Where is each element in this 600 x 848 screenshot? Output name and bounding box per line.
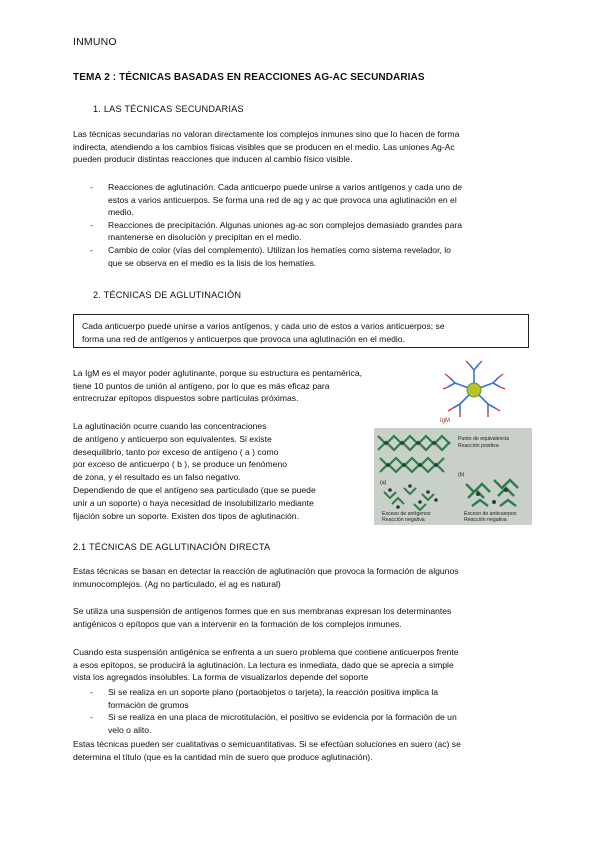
figure-label-b: (b) — [458, 472, 465, 478]
text-line: - Si se realiza en un soporte plano (portaobjetos o tarjeta), la reacción positiva implica la — [108, 687, 439, 697]
section-1-paragraph — [73, 128, 529, 166]
text-line: Las técnicas secundarias no valoran directamente los complejos inmunes sino que lo hacen de forma — [73, 129, 460, 139]
figure-label-bottom-right-2: Reacción negativa — [464, 517, 507, 523]
igm-pentamer-figure — [428, 360, 520, 424]
figure-label-a: (a) — [380, 480, 387, 486]
text-line: estos a varios anticuerpos. Se forma una red de ag y ac que provoca una aglutinación en el — [108, 194, 457, 205]
text-line: - Reacciones de aglutinación. Cada anticuerpo puede unirse a varios antígenos y cada uno de — [108, 182, 463, 192]
text-line: mantenerse en disolución y precipitan en el medio. — [108, 232, 302, 243]
text-line: antigénicos o epítopos que van a intervenir en la formación de los complejos inmunes. — [73, 618, 402, 629]
figure-label-bottom-left-2: Reacción negativa — [382, 517, 425, 523]
text-line: determina el título (que es la cantidad mín de suero que produce aglutinación). — [73, 751, 373, 762]
text-line: fijación sobre un soporte. Existen dos tipos de aglutinación. — [73, 510, 299, 521]
text-line: de zona, y el resultado es un falso negativo. — [73, 472, 241, 483]
figure-label-bottom-right-1: Exceso de anticuerpos — [464, 511, 517, 517]
text-line: de antígeno y anticuerpo son equivalentes. Si existe — [73, 433, 272, 444]
list-item — [90, 686, 530, 711]
text-line: entrecruzar epítopos dispuestos sobre partículas próximas. — [73, 393, 299, 404]
list-item — [90, 219, 530, 244]
text-line: inmunocomplejos. (Ag no particulado, el ag es natural) — [73, 578, 281, 589]
section-2-1-p3 — [73, 646, 529, 684]
list-item — [90, 181, 530, 219]
section-2-heading: 2. TÉCNICAS DE AGLUTINACIÓN — [93, 290, 242, 300]
section-1-heading: 1. LAS TÉCNICAS SECUNDARIAS — [93, 104, 244, 114]
reaction-list — [90, 181, 530, 269]
igm-paragraph — [73, 367, 403, 405]
list-item — [90, 244, 530, 269]
text-line: forma una red de antígenos y anticuerpos que provoca una aglutinación en el medio. — [82, 333, 405, 344]
text-line: Estas técnicas pueden ser cualitativas o semicuantitativas. Si se efectúan soluciones en suero (ac) se — [73, 739, 461, 749]
section-2-1-p2 — [73, 605, 529, 630]
text-line: formación de grumos — [108, 699, 189, 710]
text-line: Cuando esta suspensión antigénica se enfrenta a un suero problema que contiene anticuerpos frente — [73, 647, 459, 657]
figure-label-top-2: Reacción positiva — [458, 443, 499, 449]
text-line: - Si se realiza en una placa de microtitulación, el positivo se evidencia por la formación de un — [108, 712, 457, 723]
page-header: INMUNO — [73, 36, 117, 48]
text-line: que se observa en el medio es la lisis de los hematíes. — [108, 257, 317, 268]
text-line: La IgM es el mayor poder aglutinante, porque su estructura es pentamérica, — [73, 368, 363, 378]
text-line: por exceso de anticuerpo ( b ), se produce un fenómeno — [73, 459, 288, 470]
text-line: unir a un soporte) o haya necesidad de insolubilizarlo mediante — [73, 497, 314, 508]
section-2-1-p4 — [73, 738, 529, 763]
agglutination-zone-figure — [374, 428, 532, 525]
definition-box — [73, 314, 529, 348]
text-line: indirecta, atendiendo a los cambios físicas visibles que se producen en el medio. Las uniones Ag-Ac — [73, 141, 455, 152]
list-item — [90, 711, 530, 736]
support-list — [90, 686, 530, 736]
text-line: La aglutinación ocurre cuando las concentraciones — [73, 421, 267, 431]
text-line: pueden producir distintas reacciones que inducen al cambio físico visible. — [73, 154, 353, 165]
igm-label: IgM — [440, 418, 451, 424]
text-line: Dependiendo de que el antígeno sea particulado (que se puede — [73, 484, 316, 495]
agglutination-paragraph — [73, 420, 373, 522]
core-center — [472, 388, 477, 393]
text-line: - Reacciones de precipitación. Algunas uniones ag-ac son complejos demasiado grandes para — [108, 219, 462, 230]
text-line: desequilibrio, tanto por exceso de antígeno ( a ) como — [73, 446, 279, 457]
text-line: Se utiliza una suspensión de antígenos formes que en sus membranas expresan los determinantes — [73, 606, 452, 616]
text-line: - Cambio de color (vías del complemento). Utilizan los hematíes como sistema revelador, lo — [108, 244, 451, 255]
figure-label-top-1: Punto de equivalencia — [458, 436, 510, 442]
text-line: tiene 10 puntos de unión al antígeno, por lo que es más eficaz para — [73, 380, 330, 391]
text-line: velo o alito. — [108, 724, 152, 735]
text-line: Cada anticuerpo puede unirse a varios antígenos, y cada uno de estos a varios anticuerpos; se — [82, 321, 445, 331]
page-title: TEMA 2 : TÉCNICAS BASADAS EN REACCIONES AG-AC SECUNDARIAS — [73, 72, 425, 83]
text-line: vista los agregados insolubles. La forma de visualizarlos depende del soporte — [73, 672, 369, 683]
section-2-1-p1 — [73, 565, 529, 590]
section-2-1-heading: 2.1 TÉCNICAS DE AGLUTINACIÓN DIRECTA — [73, 542, 271, 552]
text-line: Estas técnicas se basan en detectar la reacción de aglutinación que provoca la formación de algunos — [73, 566, 459, 576]
text-line: medio. — [108, 207, 134, 218]
text-line: a esos epítopos, se producirá la aglutinación. La lectura es inmediata, dado que se aprecia a simple — [73, 659, 454, 670]
figure-label-bottom-left-1: Exceso de antígenos — [382, 511, 431, 517]
